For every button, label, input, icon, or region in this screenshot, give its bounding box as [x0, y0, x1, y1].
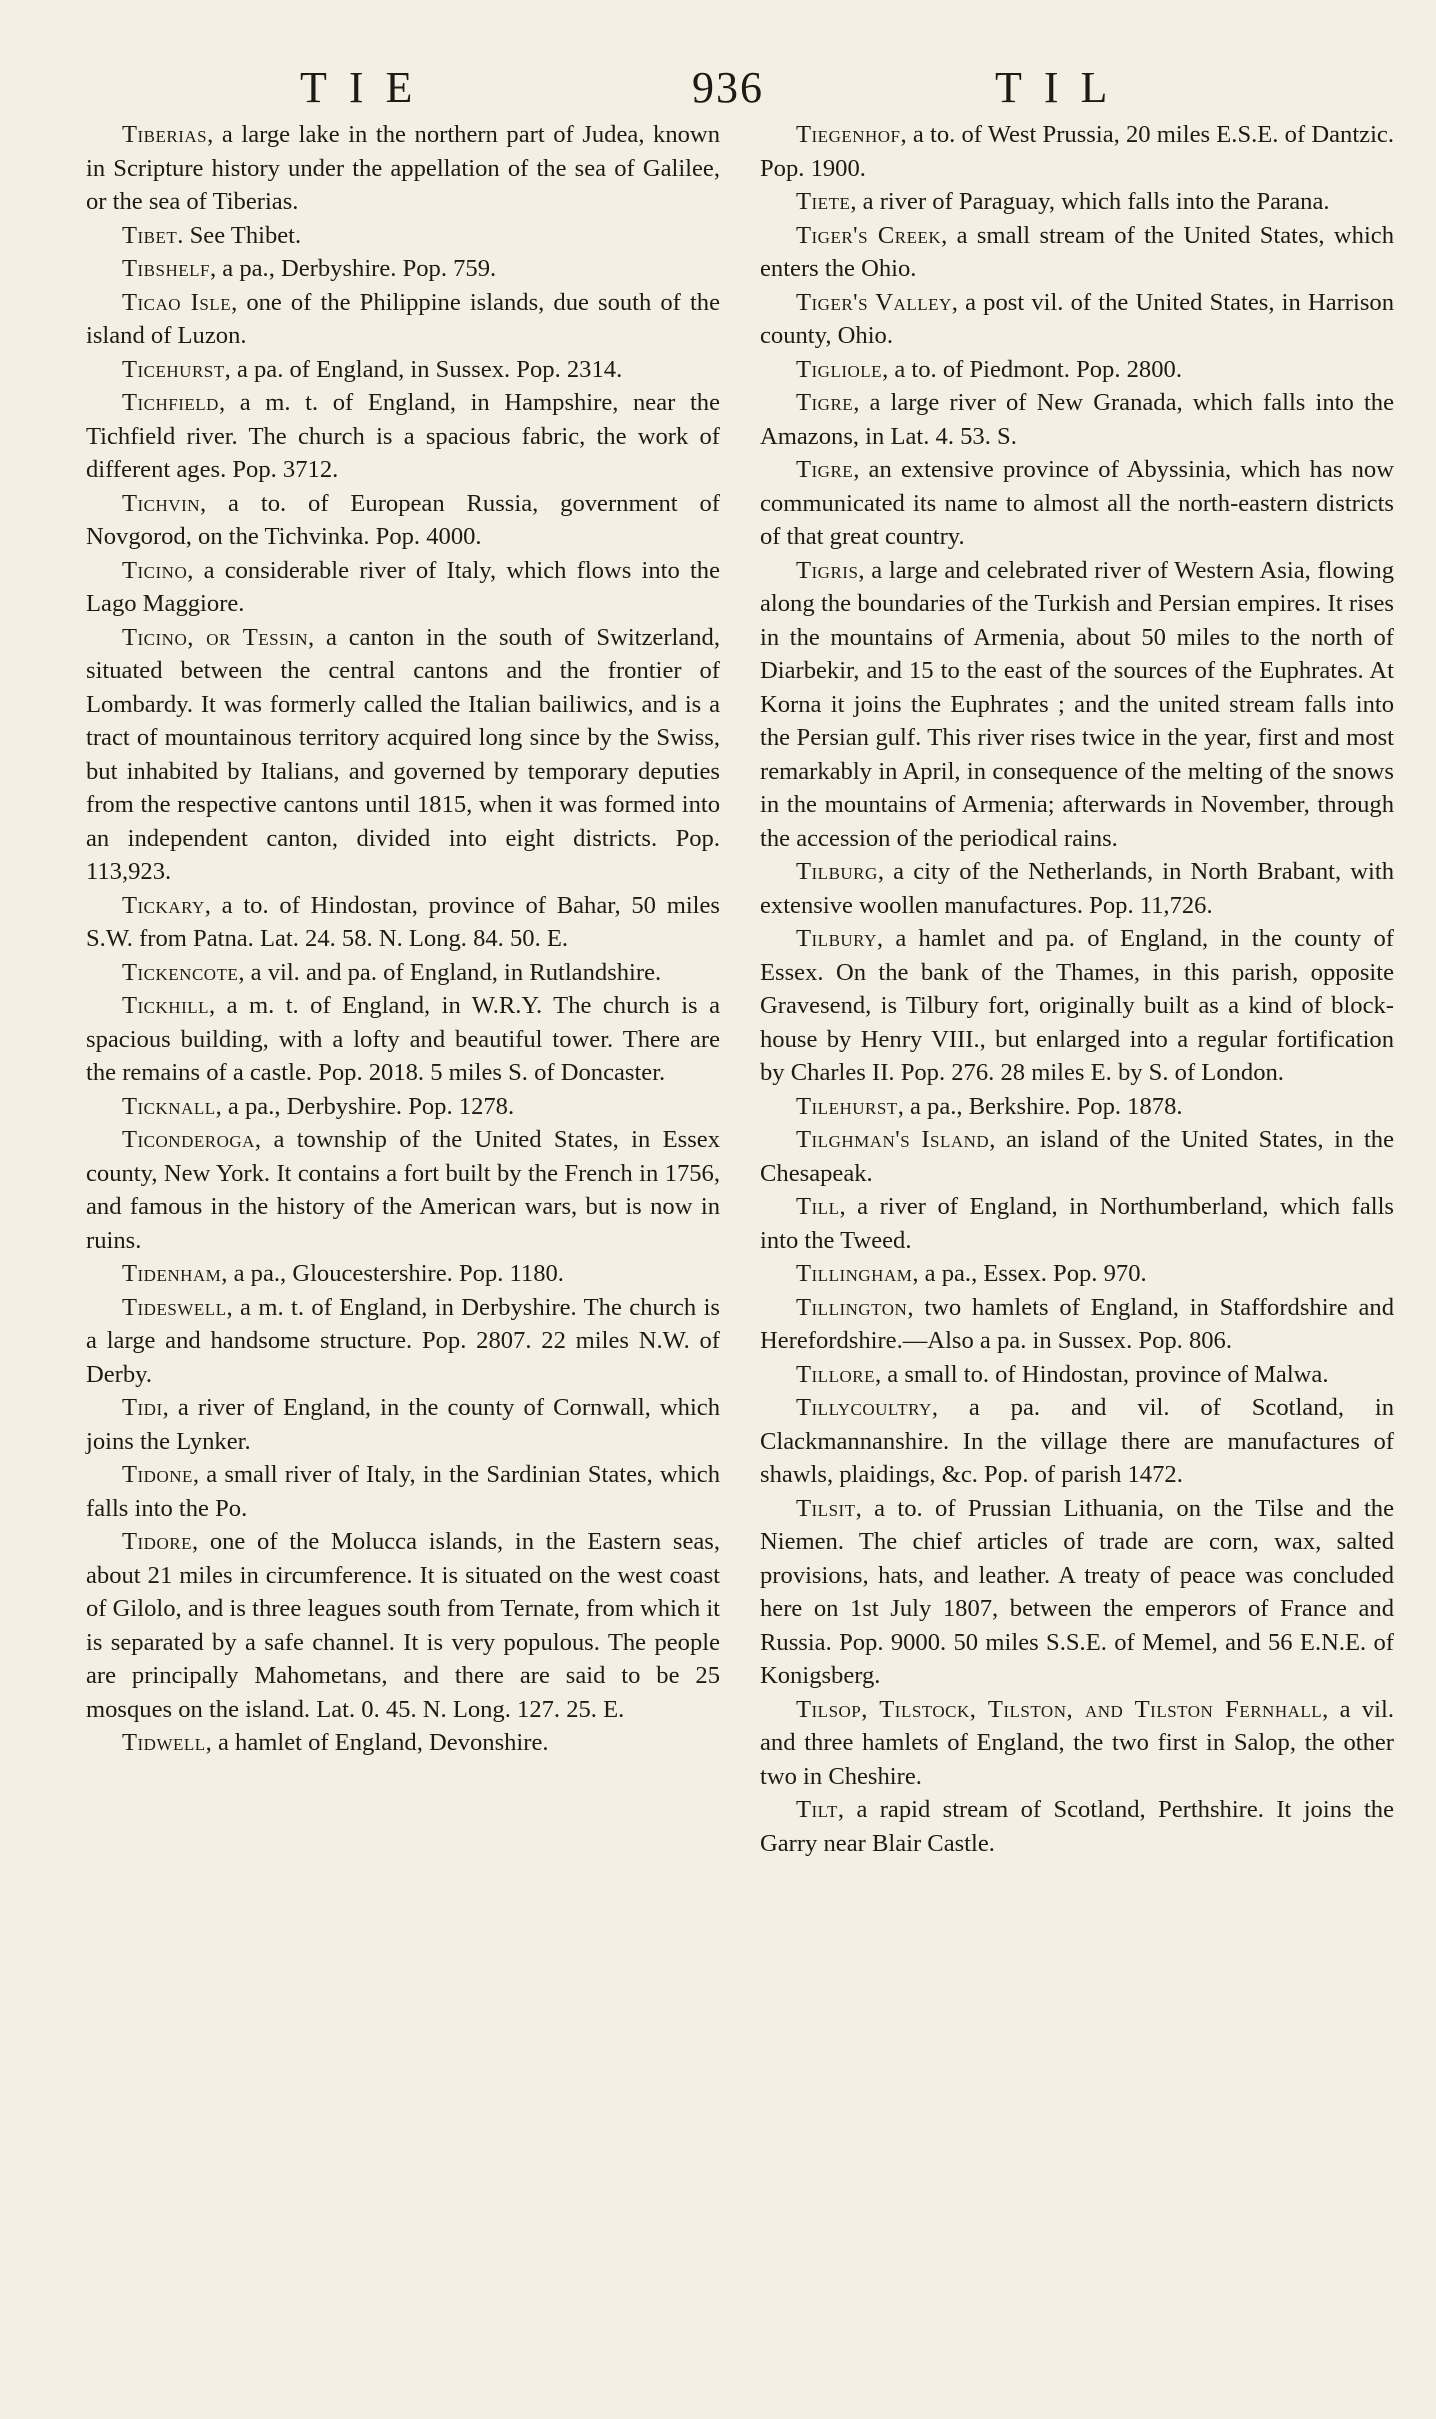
entry-text: , a pa., Berkshire. Pop. 1878.: [897, 1092, 1183, 1120]
gazetteer-entry: [760, 118, 1394, 185]
entry-headword: Tilehurst: [796, 1092, 898, 1120]
page-number: 936: [692, 63, 764, 112]
entry-text: , a canton in the south of Switzerland, situated between the central cantons and the frontier of Lombardy. It was formerly called the Italian bailiwics, and is a tract of mountainous territory acquired long since by the Swiss, but inhabited by Italians, and governed by temporary deputies from the respective cantons until 1815, when it was formed into an independent canton, divided into eight districts. Pop. 113,923.: [86, 623, 721, 885]
right-column: [760, 118, 1394, 1860]
entry-headword: Tigre: [796, 456, 854, 483]
gazetteer-entry: [760, 219, 1394, 286]
gazetteer-entry: [760, 922, 1394, 1090]
entry-text: , a city of the Netherlands, in North Brabant, with extensive woollen manufactures. Pop. 11,726.: [760, 858, 1394, 919]
header-left-guideword: TIE: [300, 63, 435, 112]
entry-text: , an extensive province of Abyssinia, which has now communicated its name to almost all the north-eastern districts of that great country.: [760, 456, 1394, 550]
gazetteer-entry: [86, 956, 720, 990]
gazetteer-entry: [86, 1257, 720, 1291]
entry-text: , a to. of Hindostan, province of Bahar, 50 miles S.W. from Patna. Lat. 24. 58. N. Long. 84. 50. E.: [86, 891, 720, 952]
gazetteer-entry: [86, 487, 720, 554]
entry-headword: Tillycoultry: [796, 1394, 932, 1421]
entry-headword: Tilt: [796, 1796, 838, 1823]
entry-headword: Tilsop, Tilstock, Tilston, and Tilston Fernhall: [796, 1695, 1323, 1723]
gazetteer-entry: [760, 1391, 1394, 1492]
gazetteer-entry: [86, 621, 720, 889]
gazetteer-entry: [760, 1358, 1394, 1392]
gazetteer-entry: [760, 1090, 1394, 1124]
gazetteer-entry: [86, 219, 720, 253]
entry-text: , a pa., Essex. Pop. 970.: [912, 1260, 1147, 1287]
entry-headword: Tilbury: [796, 925, 877, 952]
gazetteer-entry: [760, 1793, 1394, 1860]
entry-text: , a river of England, in Northumberland, which falls into the Tweed.: [760, 1193, 1394, 1254]
entry-text: , two hamlets of England, in Staffordshire and Herefordshire.—Also a pa. in Sussex. Pop. 806.: [760, 1293, 1394, 1354]
entry-headword: Tiberias: [122, 121, 208, 148]
entry-text: , a pa., Gloucestershire. Pop. 1180.: [221, 1260, 564, 1287]
entry-text: , a m. t. of England, in Hampshire, near the Tichfield river. The church is a spacious fabric, the work of different ages. Pop. 3712.: [86, 389, 720, 483]
entry-text: , one of the Philippine islands, due south of the island of Luzon.: [86, 288, 721, 349]
entry-headword: Tibet: [122, 221, 178, 249]
entry-headword: Ticehurst: [122, 355, 225, 383]
gazetteer-entry: [760, 286, 1394, 353]
entry-headword: Tidi: [122, 1394, 163, 1421]
entry-text: , one of the Molucca islands, in the Eastern seas, about 21 miles in circumference. It is situated on the west coast of Gilolo, and is three leagues south from Ternate, from which it is separated by a safe channel. It is very populous. The people are principally Mahometans, and there are said to be 25 mosques on the island. Lat. 0. 45. N. Long. 127. 25. E.: [86, 1528, 720, 1723]
entry-headword: Tidore: [122, 1528, 192, 1555]
entry-text: , a river of Paraguay, which falls into the Parana.: [850, 188, 1330, 215]
entry-text: , a vil. and three hamlets of England, the two first in Salop, the other two in Cheshire.: [760, 1695, 1394, 1790]
gazetteer-entry: [86, 353, 720, 387]
entry-headword: Tillore: [796, 1360, 875, 1388]
gazetteer-entry: [86, 1123, 720, 1257]
entry-headword: Tillingham: [796, 1260, 913, 1287]
gazetteer-entry: [86, 1458, 720, 1525]
entry-text: , a small stream of the United States, which enters the Ohio.: [760, 221, 1394, 282]
entry-headword: Tibshelf: [122, 255, 210, 282]
entry-text: , a pa. of England, in Sussex. Pop. 2314.: [224, 355, 623, 383]
entry-headword: Tillington: [796, 1293, 908, 1321]
entry-headword: Tilsit: [796, 1494, 856, 1522]
entry-text: , a m. t. of England, in W.R.Y. The church is a spacious building, with a lofty and beautiful tower. There are the remains of a castle. Pop. 2018. 5 miles S. of Doncaster.: [86, 992, 720, 1086]
entry-text: , a township of the United States, in Essex county, New York. It contains a fort built by the French in 1756, and famous in the history of the American wars, but is now in ruins.: [86, 1126, 720, 1254]
gazetteer-entry: [86, 1090, 720, 1124]
gazetteer-entry: [760, 1693, 1394, 1794]
gazetteer-entry: [760, 1492, 1394, 1693]
gazetteer-entry: [760, 1123, 1394, 1190]
entry-text: , a pa., Derbyshire. Pop. 759.: [209, 255, 497, 282]
entry-text: , an island of the United States, in the Chesapeak.: [760, 1126, 1394, 1187]
entry-headword: Tidwell: [122, 1729, 206, 1756]
gazetteer-entry: [760, 554, 1394, 856]
entry-headword: Tigliole: [796, 355, 883, 383]
entry-headword: Tilburg: [796, 858, 878, 885]
gazetteer-entry: [86, 1291, 720, 1392]
entry-text: , a small river of Italy, in the Sardinian States, which falls into the Po.: [86, 1461, 720, 1522]
entry-headword: Till: [796, 1193, 840, 1220]
entry-text: , a large lake in the northern part of Judea, known in Scripture history under the appellation of the sea of Galilee, or the sea of Tiberias.: [86, 121, 720, 215]
entry-headword: Ticao Isle: [122, 288, 232, 316]
page-header: [0, 62, 1436, 122]
entry-text: , a post vil. of the United States, in Harrison county, Ohio.: [760, 288, 1394, 349]
entry-text: , a large river of New Granada, which falls into the Amazons, in Lat. 4. 53. S.: [760, 389, 1394, 450]
entry-text: , a hamlet of England, Devonshire.: [205, 1729, 549, 1756]
gazetteer-entry: [86, 1391, 720, 1458]
entry-headword: Tickary: [122, 891, 205, 919]
entry-text: , a to. of Piedmont. Pop. 2800.: [882, 355, 1182, 383]
entry-text: , a to. of Prussian Lithuania, on the Tilse and the Niemen. The chief articles of trade are corn, wax, salted provisions, hats, and leather. A treaty of peace was concluded here on 1st July 1807, between the emperors of France and Russia. Pop. 9000. 50 miles S.S.E. of Memel, and 56 E.N.E. of Konigsberg.: [760, 1494, 1394, 1689]
gazetteer-entry: [760, 855, 1394, 922]
entry-headword: Tichvin: [122, 489, 201, 517]
entry-text: , a m. t. of England, in Derbyshire. The church is a large and handsome structure. Pop. 2807. 22 miles N.W. of Derby.: [86, 1293, 720, 1388]
entry-headword: Tidenham: [122, 1260, 222, 1287]
gazetteer-entry: [86, 386, 720, 487]
entry-headword: Ticonderoga: [122, 1126, 255, 1153]
gazetteer-entry: [86, 989, 720, 1090]
gazetteer-entry: [86, 554, 720, 621]
gazetteer-entry: [760, 1190, 1394, 1257]
entry-headword: Tichfield: [122, 389, 219, 416]
gazetteer-entry: [760, 453, 1394, 554]
gazetteer-entry: [86, 252, 720, 286]
entry-headword: Tilghman's Island: [796, 1126, 990, 1153]
entry-text: , a rapid stream of Scotland, Perthshire. It joins the Garry near Blair Castle.: [760, 1796, 1394, 1857]
entry-headword: Tigris: [796, 556, 859, 584]
header-right-guideword: TIL: [995, 63, 1130, 112]
gazetteer-entry: [86, 286, 720, 353]
entry-headword: Tickencote: [122, 958, 239, 986]
entry-text: , a large and celebrated river of Western Asia, flowing along the boundaries of the Turkish and Persian empires. It rises in the mountains of Armenia, about 50 miles to the north of Diarbekir, and 15 to the east of the sources of the Euphrates. At Korna it joins the Euphrates ; and the united stream falls into the Persian gulf. This river rises twice in the year, first and most remarkably in April, in consequence of the melting of the snows in the mountains of Armenia; afterwards in November, through the accession of the periodical rains.: [760, 556, 1394, 852]
entry-headword: Tiete: [796, 188, 851, 215]
gazetteer-entry: [760, 353, 1394, 387]
entry-text: . See Thibet.: [177, 221, 302, 249]
gazetteer-entry: [86, 1525, 720, 1726]
left-column: [86, 118, 720, 1760]
entry-headword: Tiger's Creek: [796, 221, 942, 249]
entry-headword: Tideswell: [122, 1293, 227, 1321]
gazetteer-entry: [86, 118, 720, 219]
entry-headword: Ticino: [122, 556, 188, 584]
entry-text: , a vil. and pa. of England, in Rutlandshire.: [238, 958, 662, 986]
entry-headword: Tidone: [122, 1461, 193, 1488]
entry-headword: Tickhill: [122, 992, 210, 1019]
entry-headword: Ticknall: [122, 1092, 216, 1120]
entry-text: , a to. of West Prussia, 20 miles E.S.E. of Dantzic. Pop. 1900.: [760, 121, 1394, 182]
gazetteer-entry: [760, 185, 1394, 219]
gazetteer-entry: [760, 1291, 1394, 1358]
entry-text: , a hamlet and pa. of England, in the county of Essex. On the bank of the Thames, in this parish, opposite Gravesend, is Tilbury fort, originally built as a kind of block-house by Henry VIII., but enlarged into a regular fortification by Charles II. Pop. 276. 28 miles E. by S. of London.: [760, 925, 1394, 1086]
entry-text: , a pa. and vil. of Scotland, in Clackmannanshire. In the village there are manufactures of shawls, plaidings, &c. Pop. of parish 1472.: [760, 1394, 1394, 1488]
entry-text: , a pa., Derbyshire. Pop. 1278.: [215, 1092, 515, 1120]
entry-text: , a considerable river of Italy, which flows into the Lago Maggiore.: [86, 556, 720, 617]
entry-headword: Tiger's Valley: [796, 288, 952, 316]
gazetteer-entry: [86, 1726, 720, 1760]
entry-headword: Ticino, or Tessin: [122, 623, 308, 651]
entry-text: , a small to. of Hindostan, province of Malwa.: [874, 1360, 1329, 1388]
gazetteer-entry: [86, 889, 720, 956]
entry-text: , a to. of European Russia, government of Novgorod, on the Tichvinka. Pop. 4000.: [86, 489, 720, 550]
entry-headword: Tiegenhof: [796, 121, 901, 148]
entry-headword: Tigre: [796, 389, 854, 416]
entry-text: , a river of England, in the county of Cornwall, which joins the Lynker.: [86, 1394, 720, 1455]
gazetteer-entry: [760, 1257, 1394, 1291]
gazetteer-entry: [760, 386, 1394, 453]
